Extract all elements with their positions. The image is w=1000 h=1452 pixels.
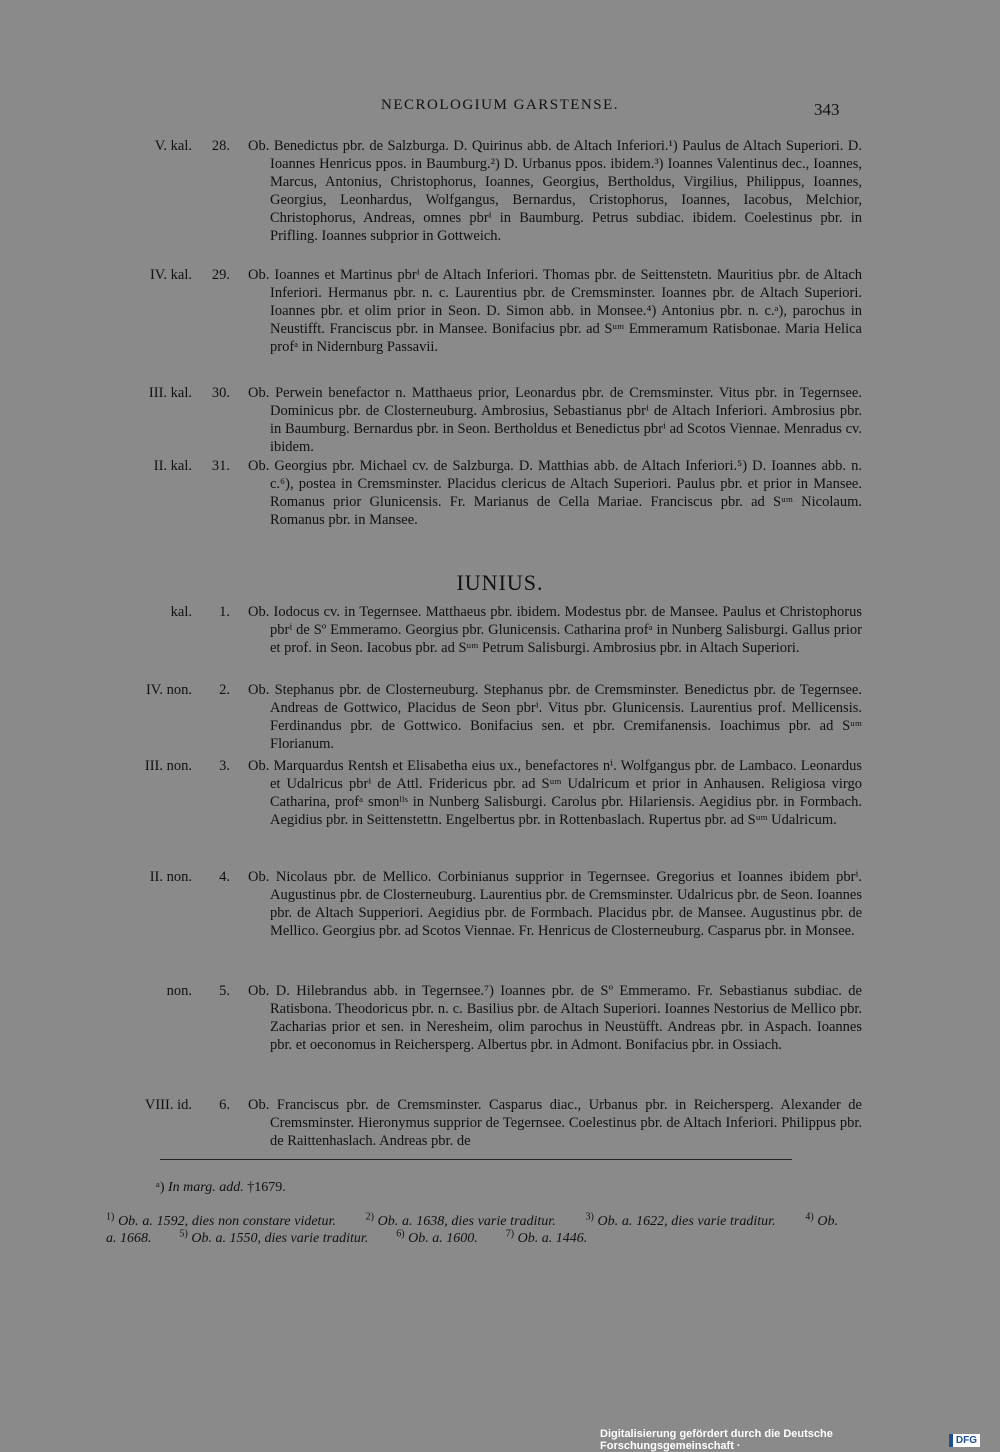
entry-day: 1. (219, 604, 230, 620)
entry-text: Ob. Stephanus pbr. de Closterneuburg. Stephanus pbr. de Cremsminster. Benedictus pbr. de Tegernsee. Andreas de Gottwico, Placidus de Seon pbrⁱ. Vitus pbr. Glunicensis. Laurentius prof. Mellicensis. Ferdinandus pbr. de Gottwico. Bonifacius sen. et pbr. Cremifanensis. Ioachimus pbr. ad Sᵘᵐ Florianum. (248, 682, 862, 753)
page-number: 343 (814, 100, 840, 119)
footnotes (106, 1213, 838, 1247)
footnote-text: Ob. a. 1592, dies non constare videtur. (118, 1214, 336, 1229)
entry-date: II. kal. (153, 458, 192, 474)
entry-date: kal. (170, 604, 192, 620)
footnote-number: 1) (106, 1211, 115, 1223)
running-header: NECROLOGIUM GARSTENSE. (380, 97, 619, 113)
footnote-text: Ob. a. 1446. (517, 1231, 588, 1246)
footnote-text: Ob. a. 1668. (106, 1214, 838, 1246)
entry-day: 29. (211, 267, 230, 283)
footnote-text: Ob. a. 1622, dies varie traditur. (597, 1214, 776, 1229)
entry-text: Ob. Ioannes et Martinus pbrⁱ de Altach Inferiori. Thomas pbr. de Seittenstetn. Mauritius pbr. de Altach Inferiori. Hermanus pbr. n. c. Laurentius pbr. de Cremsminster. Ioannes pbr. de Altach Superiori. Ioannes pbr. et olim prior in Seon. D. Simon abb. in Monsee.⁴) Antonius pbr. n. c.ᵃ), parochus in Neustifft. Franciscus pbr. in Mansee. Bonifacius pbr. ad Sᵘᵐ Emmeramum Ratisbonae. Maria Helica profᵃ in Nidernburg Passavii. (248, 267, 862, 356)
footnote-number: 7) (505, 1228, 515, 1240)
entry-day: 4. (219, 869, 230, 885)
entry-day: 28. (211, 138, 230, 154)
entry-day: 3. (219, 758, 230, 774)
entry-text: Ob. Perwein benefactor n. Matthaeus prior, Leonardus pbr. de Cremsminster. Vitus pbr. in Tegernsee. Dominicus pbr. de Closterneuburg. Ambrosius, Sebastianus pbrⁱ de Altach Inferiori. Ambrosius pbr. in Baumburg. Bernardus pbr. in Seon. Bertholdus et Benedictus pbrⁱ ad Scotos Viennae. Menradus cv. ibidem. (248, 385, 862, 456)
footnote-text: Ob. a. 1600. (408, 1231, 478, 1246)
entry-date: VIII. id. (144, 1097, 192, 1113)
footnote-text: Ob. a. 1550, dies varie traditur. (191, 1231, 369, 1246)
footnote-text: Ob. a. 1638, dies varie traditur. (377, 1214, 556, 1229)
dfg-logo: DFG (949, 1434, 980, 1447)
footnote-a-mark: ᵃ) (156, 1180, 165, 1195)
footnote-a-dagger: †1679. (247, 1180, 286, 1195)
footnote-number: 3) (585, 1211, 594, 1223)
entry-text: Ob. Georgius pbr. Michael cv. de Salzburga. D. Matthias abb. de Altach Inferiori.⁵) D. Ioannes abb. n. c.⁶), postea in Cremsminster. Placidus clericus de Altach Superiori. Paulus pbr. et prior in Mansee. Romanus prior Glunicensis. Fr. Marianus de Cella Mariae. Franciscus pbr. ad Sᵘᵐ Nicolaum. Romanus pbr. in Mansee. (248, 458, 862, 529)
entry-text: Ob. Benedictus pbr. de Salzburga. D. Quirinus abb. de Altach Inferiori.¹) Paulus de Altach Superiori. D. Ioannes Henricus ppos. in Baumburg.²) D. Urbanus ppos. ibidem.³) Ioannes Valentinus dec., Ioannes, Marcus, Antonius, Christophorus, Ioannes, Georgius, Bertholdus, Virgilius, Philippus, Ioannes, Georgius, Leonhardus, Wolfgangus, Bernardus, Cristophorus, Ioannes, Iacobus, Melchior, Christophorus, Andreas, omnes pbrⁱ in Baumburg. Petrus subdiac. ibidem. Coelestinus pbr. in Prifling. Ioannes subprior in Gottweich. (248, 138, 862, 245)
entry-date: III. kal. (148, 385, 192, 401)
entry-date: II. non. (149, 869, 192, 885)
footnote-divider (160, 1159, 792, 1160)
entry-text: Ob. Nicolaus pbr. de Mellico. Corbinianus supprior in Tegernsee. Gregorius et Ioannes ibidem pbrⁱ. Augustinus pbr. de Closterneuburg. Laurentius pbr. de Cremsminster. Udalricus pbr. de Seon. Ioannes pbr. de Altach Supperiori. Aegidius pbr. de Formbach. Placidus pbr. de Mansee. Augustinus pbr. de Mellico. Georgius pbr. ad Scotos Viennae. Fr. Henricus de Closterneuburg. Casparus pbr. in Monsee. (248, 869, 862, 940)
entry-day: 6. (219, 1097, 230, 1113)
entry-day: 30. (211, 385, 230, 401)
footnote-number: 5) (179, 1228, 188, 1240)
entry-day: 2. (219, 682, 230, 698)
entry-text: Ob. Marquardus Rentsh et Elisabetha eius ux., benefactores nⁱ. Wolfgangus pbr. de Lambaco. Leonardus et Udalricus pbrⁱ de Attl. Fridericus pbr. ad Sᵘᵐ Udalricum et prior in Anhausen. Religiosa virgo Catharina, profᵃ smonˡⁱˢ in Nunberg Salisburgi. Carolus pbr. Hilariensis. Aegidius pbr. in Formbach. Aegidius pbr. in Seittenstettn. Engelbertus pbr. in Rottenbaslach. Rupertus pbr. ad Sᵘᵐ Udalricum. (248, 758, 862, 829)
entry-date: III. non. (144, 758, 192, 774)
entry-date: V. kal. (154, 138, 192, 154)
digitization-credit (600, 1428, 980, 1452)
entry-text: Ob. Iodocus cv. in Tegernsee. Matthaeus pbr. ibidem. Modestus pbr. de Mansee. Paulus et Christophorus pbrⁱ de Sº Emmeramo. Georgius pbr. Glunicensis. Catharina profᵃ in Nunberg Salisburgi. Gallus prior et prof. in Seon. Iacobus pbr. ad Sᵘᵐ Petrum Salisburgi. Ambrosius pbr. in Altach Superiori. (248, 604, 862, 657)
entry-day: 31. (211, 458, 230, 474)
entry-date: IV. non. (145, 682, 192, 698)
footnote-a-text: In marg. add. (168, 1180, 244, 1195)
entry-day: 5. (219, 983, 230, 999)
entry-date: non. (166, 983, 192, 999)
entry-text: Ob. Franciscus pbr. de Cremsminster. Casparus diac., Urbanus pbr. in Reichersperg. Alexander de Cremsminster. Hieronymus supprior de Tegernsee. Coelestinus pbr. de Altach Inferiori. Philippus pbr. de Raittenhaslach. Andreas pbr. de (248, 1097, 862, 1150)
section-title-iunius: IUNIUS. (456, 570, 544, 595)
footnote-a (156, 1180, 286, 1196)
footnote-number: 2) (365, 1211, 374, 1223)
credit-text: Digitalisierung gefördert durch die Deutsche Forschungsgemeinschaft · (600, 1428, 833, 1452)
entry-date: IV. kal. (149, 267, 192, 283)
footnote-number: 4) (805, 1211, 814, 1223)
entry-text: Ob. D. Hilebrandus abb. in Tegernsee.⁷) Ioannes pbr. de Sº Emmeramo. Fr. Sebastianus subdiac. de Ratisbona. Theodoricus pbr. n. c. Basilius pbr. de Altach Superiori. Ioannes Nestorius de Mellico pbr. Zacharias prior et sen. in Neresheim, olim parochus in Neustüfft. Andreas pbr. in Aspach. Ioannes pbr. et oeconomus in Reichersperg. Albertus pbr. in Admont. Bonifacius pbr. in Ossiach. (248, 983, 862, 1054)
footnote-number: 6) (396, 1228, 405, 1240)
